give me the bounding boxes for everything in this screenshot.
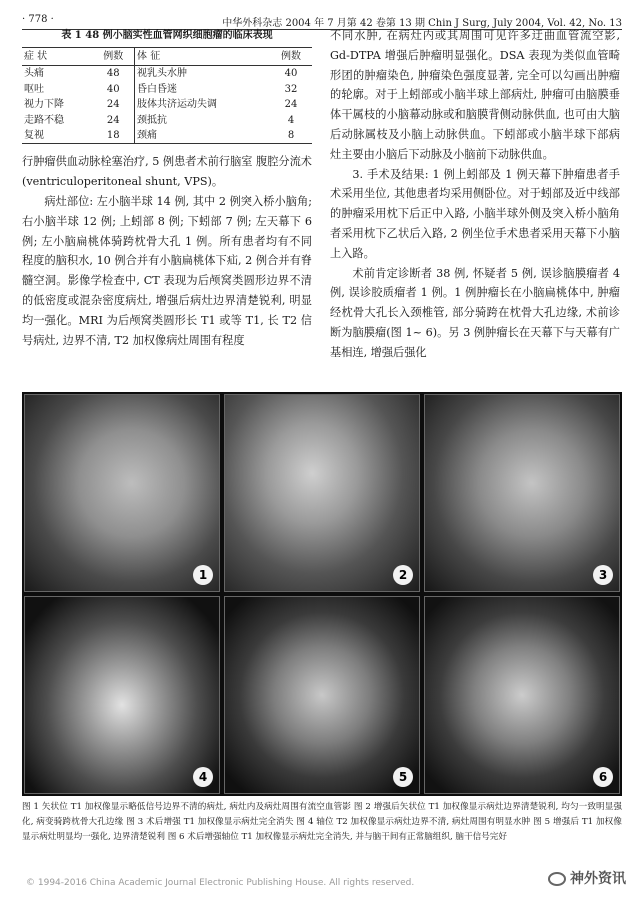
table-cell: 肢体共济运动失调 bbox=[135, 97, 270, 112]
table-cell: 40 bbox=[284, 68, 298, 80]
figure-number-label: 2 bbox=[393, 565, 413, 585]
table-cell: 24 bbox=[106, 99, 120, 111]
mri-image-sagittal-t1 bbox=[24, 394, 220, 592]
table-cell: 32 bbox=[284, 83, 298, 95]
left-column bbox=[22, 26, 312, 350]
watermark bbox=[548, 868, 626, 888]
table-header-row bbox=[22, 48, 312, 66]
mri-image-axial-enhanced bbox=[224, 596, 420, 794]
watermark-text: 神外资讯 bbox=[570, 871, 626, 887]
wechat-icon bbox=[548, 872, 566, 886]
table-cell: 呕吐 bbox=[24, 83, 44, 95]
table-row bbox=[22, 113, 312, 128]
table-header-cell: 例数 bbox=[93, 48, 135, 66]
table-cell: 8 bbox=[270, 128, 312, 144]
paragraph: 病灶部位: 左小脑半球 14 例, 其中 2 例突入桥小脑角; 右小脑半球 12 例; 上蚓部 8 例; 下蚓部 7 例; 左天幕下 6 例; 左小脑扁桃体骑跨枕骨大孔 1 例。所有患者均有不同程度的脑积水, 10 例合并有小脑扁桃体下疝, 2 例合并有脊髓空洞。影像学检查中, CT 表现为后颅窝类圆形边界不清的低密度或混杂密度病灶, 增强后病灶边界清楚锐利, 明显均一强化。MRI 为后颅窝类圆形长 T1 或等 T1, 长 T2 信号病灶, 边界不清, T2 加权像病灶周围有程度 bbox=[22, 195, 312, 347]
mri-image-axial-t2 bbox=[24, 596, 220, 794]
paragraph: 行肿瘤供血动脉栓塞治疗, 5 例患者术前行脑室 腹腔分流术(ventriculoperitoneal shunt, VPS)。 bbox=[22, 155, 312, 189]
table-cell: 头痛 bbox=[24, 68, 44, 80]
table-row bbox=[22, 82, 312, 97]
journal-citation: 中华外科杂志 2004 年 7 月第 42 卷第 13 期 Chin J Surg, July 2004, Vol. 42, No. 13 bbox=[222, 18, 622, 29]
figure-number-label: 3 bbox=[593, 565, 613, 585]
table-cell: 颈抵抗 bbox=[135, 113, 270, 128]
mri-image-postop-sagittal bbox=[424, 394, 620, 592]
paragraph: 3. 手术及结果: 1 例上蚓部及 1 例天幕下肿瘤患者手术采用坐位, 其他患者均采用侧卧位。对于蚓部及近中线部的肿瘤采用枕下后正中入路, 小脑半球外侧及突入桥小脑角者采用枕下乙状后入路, 2 例坐位手术患者采用天幕下小脑上入路。 bbox=[330, 167, 620, 260]
right-column bbox=[330, 26, 620, 363]
table-row bbox=[22, 66, 312, 82]
figure-number-label: 1 bbox=[193, 565, 213, 585]
mri-image-sagittal-enhanced bbox=[224, 394, 420, 592]
clinical-table bbox=[22, 47, 312, 144]
table-cell: 复视 bbox=[22, 128, 93, 144]
table-row bbox=[22, 128, 312, 144]
paragraph: 不同水肿, 在病灶内或其周围可见许多迂曲血管流空影, Gd-DTPA 增强后肿瘤明显强化。DSA 表现为类似血管畸形团的肿瘤染色, 肿瘤染色强度显著, 完全可以勾画出肿瘤的轮廓。对于上蚓部或小脑半球上部病灶, 肿瘤可由脑膜垂体干属枝的小脑幕动脉或和脑膜背侧动脉供血, 也可由大脑后动脉属枝及小脑上动脉供血。下蚓部或小脑半球下部病灶主要由小脑后下动脉及小脑前下动脉供血。 bbox=[330, 29, 620, 161]
table-cell: 24 bbox=[284, 99, 298, 111]
table-header-cell: 症 状 bbox=[22, 48, 93, 66]
table-cell: 走路不稳 bbox=[24, 114, 64, 126]
table-cell: 昏白昏迷 bbox=[135, 82, 270, 97]
table-cell: 颈痛 bbox=[135, 128, 270, 144]
table-caption: 表 1 48 例小脑实性血管网织细胞瘤的临床表现 bbox=[61, 30, 273, 41]
table-header-cell: 体 征 bbox=[135, 48, 270, 66]
table-cell: 48 bbox=[106, 68, 120, 80]
table-cell: 4 bbox=[287, 114, 295, 126]
table-cell: 18 bbox=[93, 128, 135, 144]
table-cell: 视乳头水肿 bbox=[135, 66, 270, 82]
figure-caption: 图 1 矢状位 T1 加权像显示略低信号边界不清的病灶, 病灶内及病灶周围有流空血管影 图 2 增强后矢状位 T1 加权像显示病灶边界清楚锐利, 均匀一致明显强化, 病变骑跨枕骨大孔边缘 图 3 术后增强 T1 加权像显示病灶完全消失 图 4 轴位 T2 加权像显示病灶边界不清, 病灶周围有明显水肿 图 5 增强后 T1 加权像显示病灶明显均一强化, 边界清楚锐利 图 6 术后增强轴位 T1 加权像显示病灶完全消失, 并与脑干间有正常脑组织, 脑干信号完好 bbox=[22, 802, 622, 842]
mri-figure-panel bbox=[22, 392, 622, 796]
paragraph: 术前肯定诊断者 38 例, 怀疑者 5 例, 误诊脑膜瘤者 4 例, 误诊胶质瘤者 1 例。1 例肿瘤长在小脑扁桃体中, 肿瘤经枕骨大孔长入颈椎管, 部分骑跨在枕骨大孔边缘, 术前诊断为脑膜瘤(图 1~ 6)。另 3 例肿瘤长在天幕下与天幕有广基相连, 增强后强化 bbox=[330, 266, 620, 359]
figure-number-label: 6 bbox=[593, 767, 613, 787]
table-cell: 视力下降 bbox=[24, 99, 64, 111]
copyright-notice: © 1994-2016 China Academic Journal Electronic Publishing House. All rights reserved. bbox=[26, 878, 415, 888]
figure-number-label: 5 bbox=[393, 767, 413, 787]
table-row bbox=[22, 97, 312, 112]
page-number: · 778 · bbox=[22, 14, 54, 25]
table-cell: 24 bbox=[106, 114, 120, 126]
figure-number-label: 4 bbox=[193, 767, 213, 787]
table-cell: 40 bbox=[106, 83, 120, 95]
table-header-cell: 例数 bbox=[270, 48, 312, 66]
mri-image-postop-axial bbox=[424, 596, 620, 794]
